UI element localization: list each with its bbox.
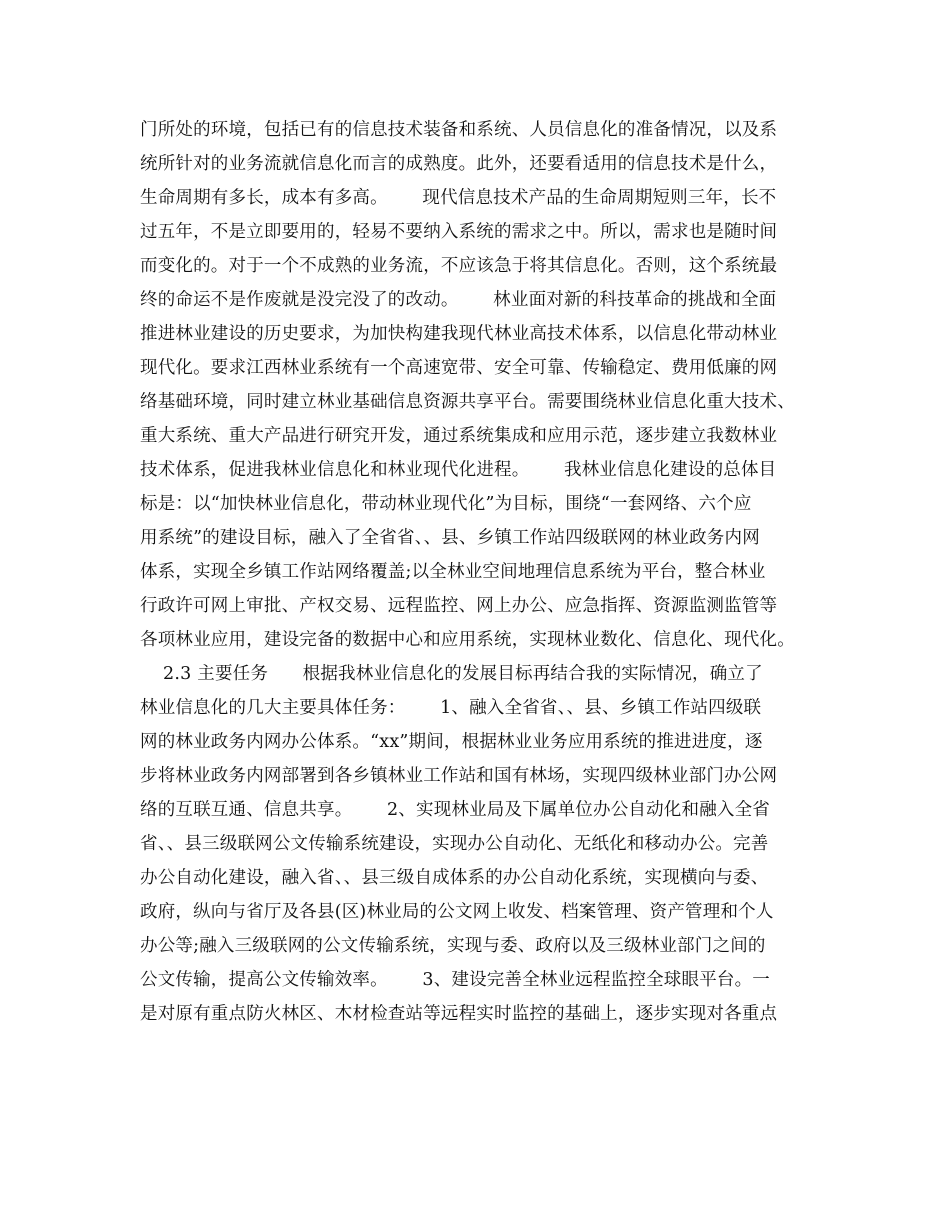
text-line: 体系，实现全乡镇工作站网络覆盖;以全林业空间地理信息系统为平台，整合林业 (140, 562, 766, 582)
text-line: 省、、县三级联网公文传输系统建设，实现办公自动化、无纸化和移动办公。完善 (140, 834, 769, 854)
text-line: 过五年，不是立即要用的，轻易不要纳入系统的需求之中。所以，需求也是随时间 (140, 222, 778, 242)
text-line: 终的命运不是作废就是没完没了的改动。 林业面对新的科技革命的挑战和全面 (140, 290, 777, 310)
section-heading-line: 2.3 主要任务 根据我林业信息化的发展目标再结合我的实际情况，确立了 (140, 664, 763, 684)
text-line: 现代化。要求江西林业系统有一个高速宽带、安全可靠、传输稳定、费用低廉的网 (140, 358, 778, 378)
text-line: 标是：以“加快林业信息化，带动林业现代化”为目标，围绕“一套网络、六个应 (140, 494, 752, 514)
text-line: 生命周期有多长，成本有多高。 现代信息技术产品的生命周期短则三年，长不 (140, 188, 777, 208)
text-line: 各项林业应用，建设完备的数据中心和应用系统，实现林业数化、信息化、现代化。 (140, 630, 795, 650)
text-line: 林业信息化的几大主要具体任务： 1、融入全省省、、县、乡镇工作站四级联 (140, 698, 762, 718)
text-line: 技术体系，促进我林业信息化和林业现代化进程。 我林业信息化建设的总体目 (140, 460, 777, 480)
text-line: 办公自动化建设，融入省、、县三级自成体系的办公自动化系统，实现横向与委、 (140, 868, 769, 888)
body-text (140, 113, 830, 1031)
text-line: 用系统”的建设目标，融入了全省省、、县、乡镇工作站四级联网的林业政务内网 (140, 528, 760, 548)
text-line: 而变化的。对于一个不成熟的业务流，不应该急于将其信息化。否则，这个系统最 (140, 256, 778, 276)
text-line: 网的林业政务内网办公体系。“xx”期间，根据林业业务应用系统的推进进度，逐 (140, 732, 763, 752)
text-line: 行政许可网上审批、产权交易、远程监控、网上办公、应急指挥、资源监测监管等 (140, 596, 778, 616)
text-line: 络基础环境，同时建立林业基础信息资源共享平台。需要围绕林业信息化重大技术、 (140, 392, 795, 412)
text-line: 门所处的环境，包括已有的信息技术装备和系统、人员信息化的准备情况，以及系 (140, 120, 778, 140)
text-line: 络的互联互通、信息共享。 2、实现林业局及下属单位办公自动化和融入全省 (140, 800, 771, 820)
text-line: 政府，纵向与省厅及各县(区)林业局的公文网上收发、档案管理、资产管理和个人 (140, 902, 774, 922)
text-line: 重大系统、重大产品进行研究开发，通过系统集成和应用示范，逐步建立我数林业 (140, 426, 778, 446)
text-line: 公文传输，提高公文传输效率。 3、建设完善全林业远程监控全球眼平台。一 (140, 970, 771, 990)
text-line: 是对原有重点防火林区、木材检查站等远程实时监控的基础上，逐步实现对各重点 (140, 1004, 778, 1024)
text-line: 统所针对的业务流就信息化而言的成熟度。此外，还要看适用的信息技术是什么， (140, 154, 778, 174)
text-line: 推进林业建设的历史要求，为加快构建我现代林业高技术体系，以信息化带动林业 (140, 324, 778, 344)
text-line: 步将林业政务内网部署到各乡镇林业工作站和国有林场，实现四级林业部门办公网 (140, 766, 778, 786)
text-line: 办公等;融入三级联网的公文传输系统，实现与委、政府以及三级林业部门之间的 (140, 936, 766, 956)
